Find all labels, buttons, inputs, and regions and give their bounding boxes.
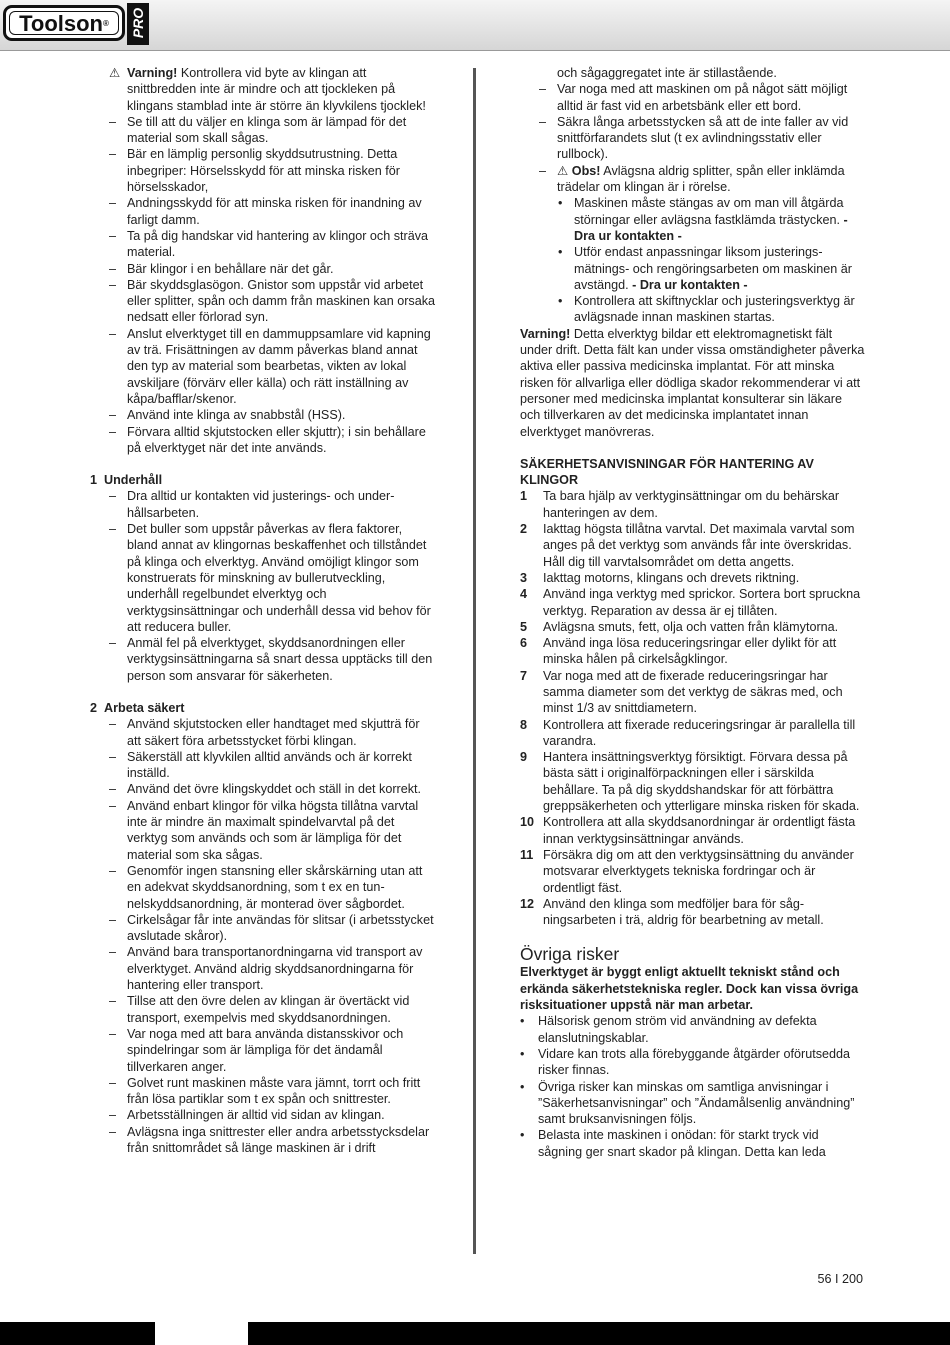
registered-mark: ® — [103, 19, 109, 28]
item-number: 11 — [520, 847, 534, 862]
list-item-text: Bär klingor i en behållare när det går. — [127, 261, 334, 276]
other-risks-intro: Elverktyget är byggt enligt aktuellt tekniskt stånd och erkända säkerhetstekniska regler. Dock kan vissa övriga risksituationer uppstå när man arbetar. — [520, 965, 859, 1013]
list-item-text: Använd skjutstocken eller handtaget med skjutträ för att säkert föra arbetsstycket förbi klingan. — [127, 717, 420, 748]
list-item-text: Använd bara transportanordningarna vid transport av elverktyget. Använd aldrig skyddsanordningarna för hantering eller transport. — [127, 945, 423, 993]
bullet-marker: • — [520, 1014, 525, 1029]
list-item — [90, 1026, 435, 1075]
numbered-item-text: Iakttag högsta tillåtna varvtal. Det maximala varvtal som anges på det verktyg som används får inte överskridas. Håll dig till varvtalsområdet om detta angetts. — [543, 522, 855, 569]
numbered-item-text: Använd den klinga som medföljer bara för sågningsarbeten i trä, aldrig för bearbetning av metall. — [543, 896, 824, 928]
list-item — [90, 488, 435, 521]
numbered-item — [520, 749, 865, 814]
footer-bar-right — [248, 1322, 950, 1345]
blade-safety-list — [520, 488, 865, 928]
numbered-item — [520, 896, 865, 929]
numbered-item — [520, 847, 865, 896]
list-item — [520, 114, 865, 163]
numbered-item-text: Försäkra dig om att den verktygsinsättning du använder motsvarar elverktygets tekniska fordringar och är ordentligt fäst. — [543, 847, 854, 895]
item-number: 9 — [520, 750, 528, 765]
sub-list-item — [520, 244, 865, 293]
toolson-logo — [3, 5, 125, 41]
dash-marker: – — [109, 912, 117, 927]
list-item — [90, 1075, 435, 1108]
numbered-item — [520, 521, 865, 570]
list-item-text: Använd inte klinga av snabbstål (HSS). — [127, 408, 346, 423]
bullet-marker: • — [520, 1046, 525, 1061]
bullet-marker: • — [558, 294, 563, 309]
dash-marker: – — [109, 1026, 117, 1041]
list-item-text: Säkerställ att klyvkilen alltid används och är korrekt inställd. — [127, 749, 412, 781]
dash-marker: – — [109, 114, 117, 129]
list-item — [90, 912, 435, 945]
dash-marker: – — [109, 424, 117, 439]
dash-marker: – — [109, 749, 117, 764]
dash-marker: – — [109, 636, 117, 651]
item-number: 1 — [520, 489, 528, 504]
list-item — [90, 716, 435, 749]
list-item — [90, 407, 435, 423]
sub-item-text: Kontrollera att skiftnycklar och justeringsverktyg är avlägsnade innan maskinen startas. — [574, 294, 855, 325]
list-item-text: Bär skyddsglasögon. Gnistor som uppstår vid arbetet eller splitter, spån och damm från maskinen kan orsaka nedsatt eller förlorad syn. — [127, 277, 435, 325]
bullet-marker: • — [520, 1079, 525, 1094]
list-item-text: Anslut elverktyget till en dammuppsamlare vid kapning av trä. Frisättningen av damm påverkas bland annat den typ av material som bearbetas, vikten av lokal avskiljare (förvärv eller källa) och rätt inställning av kåpa/bafflar/skenor. — [127, 326, 431, 406]
left-list-1 — [90, 114, 435, 456]
list-item-text: Dra alltid ur kontakten vid justerings- och underhållsarbeten. — [127, 489, 395, 520]
item-number: 4 — [520, 587, 528, 602]
obs-note: – ⚠ Obs! Avlägsna aldrig splitter, spån eller inklämda trädelar om klingan är i rörelse. — [539, 163, 845, 195]
item-number: 3 — [520, 570, 528, 585]
emf-warning: Varning! Detta elverktyg bildar ett elektromagnetiskt fält under drift. Detta fält kan under vissa omständigheter påverka aktiva eller passiva medicinska implantat. För att minska risken för allvarliga eller dödliga skador rekommenderar vi att personer med medicinska implantat konsulterar sin läkare och tillverkaren av det medicinska implantatet innan elverktyget manövreras. — [520, 326, 865, 439]
pro-badge: PRO — [127, 3, 149, 45]
list-item-text: Avlägsna inga snittrester eller andra arbetsstycksdelar från snittområdet så länge maskinen är i drift — [127, 1124, 430, 1155]
list-item — [90, 781, 435, 797]
bullet-marker: • — [558, 245, 563, 260]
blade-safety-heading: SÄKERHETSANVISNINGAR FÖR HANTERING AV KLINGOR — [520, 456, 814, 488]
sub-list-item — [520, 195, 865, 244]
list-item-text: Bär en lämplig personlig skyddsutrustning. Detta inbegriper: Hörselsskydd för att minska risken för hörselsskador, — [127, 147, 400, 195]
list-item — [90, 521, 435, 635]
list-item — [90, 749, 435, 782]
other-risks-heading: Övriga risker — [520, 944, 620, 965]
right-list-1 — [520, 81, 865, 162]
left-column — [90, 65, 435, 1156]
bullet-item-text: Vidare kan trots alla förebyggande åtgärder oförutsedda risker finnas. — [538, 1046, 851, 1078]
left-list-2 — [90, 488, 435, 684]
list-item — [90, 326, 435, 407]
warning-icon: ⚠ — [557, 163, 572, 178]
dash-marker: – — [109, 863, 117, 878]
numbered-item — [520, 717, 865, 750]
bullet-item — [520, 1127, 865, 1160]
list-item — [90, 277, 435, 326]
sub-item-text: Utför endast anpassningar liksom justeringsmätnings- och rengöringsarbeten om maskinen är avstängd. — [574, 245, 852, 292]
list-item — [90, 993, 435, 1026]
list-item-text: Cirkelsågar får inte användas för slitsar (i arbetsstycket avslutade skåror). — [127, 912, 434, 944]
list-item-text: Anmäl fel på elverktyget, skyddsanordningen eller verktygsinsättningarna så snart dessa upptäcks till den person som ansvarar för säkerheten. — [127, 636, 433, 683]
list-item — [520, 81, 865, 114]
numbered-item — [520, 619, 865, 635]
item-number: 12 — [520, 896, 535, 911]
header-bar — [0, 0, 950, 51]
numbered-item — [520, 570, 865, 586]
dash-marker: – — [109, 277, 117, 292]
list-item — [90, 635, 435, 684]
bullet-item — [520, 1013, 865, 1046]
list-item-text: Se till att du väljer en klinga som är lämpad för det material som skall sågas. — [127, 114, 407, 146]
dash-marker: – — [109, 196, 117, 211]
numbered-item — [520, 488, 865, 521]
item-number: 10 — [520, 815, 535, 830]
dash-marker: – — [539, 114, 547, 129]
section-safe-work-heading: 2 Arbeta säkert — [90, 700, 185, 715]
dash-marker: – — [109, 717, 117, 732]
warning-note: ⚠ Varning! Kontrollera vid byte av klingan att snittbredden inte är mindre och att tjockleken på klingans stamblad inte är större än klyvkilens tjocklek! — [109, 66, 426, 113]
dash-marker: – — [109, 261, 117, 276]
list-item — [90, 228, 435, 261]
list-item-text: Förvara alltid skjutstocken eller skjuttr); i sin behållare på elverktyget när det inte används. — [127, 424, 426, 455]
list-item-text: Använd det övre klingskyddet och ställ in det korrekt. — [127, 782, 422, 797]
item-number: 6 — [520, 636, 528, 651]
list-item — [90, 114, 435, 147]
list-item-text: Det buller som uppstår påverkas av flera faktorer, bland annat av klingornas beskaffenhet och tillståndet på klinga och elverktyg. Använd omöjligt klingor som konstruerats för minskning av bullerutveckling, underhåll regelbundet elverktyg och verktygsinsättningar och underhåll dessa vid behov för att reducera buller. — [127, 522, 431, 634]
numbered-item-text: Iakttag motorns, klingans och drevets riktning. — [543, 570, 800, 585]
bullet-item-text: Belasta inte maskinen i onödan: för starkt tryck vid sågning ger snart skador på klingan. Detta kan leda — [538, 1128, 826, 1159]
list-item-text: Säkra långa arbetsstycken så att de inte faller av vid snittförfarandets slut (t ex avlindningsstativ eller rullbock). — [557, 114, 849, 162]
numbered-item — [520, 814, 865, 847]
list-item-text: Använd enbart klingor för vilka högsta tillåtna varvtal inte är mindre än maximalt spindelvarvtal på det verktyg som används och som är lämpliga för det material som ska sågas. — [127, 798, 419, 862]
dash-marker: – — [109, 1124, 117, 1139]
numbered-item-text: Var noga med att de fixerade reduceringsringar har samma diameter som det verktyg de säkras med, och minst 1/3 av snittdiametern. — [543, 668, 843, 716]
bullet-item — [520, 1046, 865, 1079]
dash-marker: – — [109, 994, 117, 1009]
page-number: 56 I 200 — [817, 1272, 863, 1286]
numbered-item-text: Använd inga lösa reduceringsringar eller dylikt för att minska hålen på cirkelsågklingor. — [543, 636, 837, 667]
list-item-text: Ta på dig handskar vid hantering av klingor och sträva material. — [127, 228, 429, 260]
list-item-text: Genomför ingen stansning eller skårskärning utan att en adekvat skyddsanordning, som t ex en tunnelskyddsanordning, är monterad över sågbordet. — [127, 863, 423, 911]
item-number: 2 — [520, 522, 528, 537]
brand-name: Toolson — [19, 11, 103, 36]
dash-marker: – — [109, 228, 117, 243]
sub-item-emphasis: - Dra ur kontakten - — [574, 212, 848, 243]
section-maintenance-heading: 1 Underhåll — [90, 473, 163, 488]
list-item — [90, 424, 435, 457]
list-item-text: Andningsskydd för att minska risken för inandning av farligt damm. — [127, 196, 422, 227]
right-column — [520, 65, 865, 1160]
bullet-item-text: Hälsorisk genom ström vid användning av defekta elanslutningskablar. — [538, 1014, 817, 1045]
dash-marker: – — [109, 782, 117, 797]
list-item — [90, 1124, 435, 1157]
item-number: 7 — [520, 668, 528, 683]
bullet-item-text: Övriga risker kan minskas om samtliga anvisningar i ”Säkerhetsanvisningar” och ”Ändamålsenlig användning” samt bruksanvisningen följs. — [538, 1079, 855, 1127]
numbered-item-text: Kontrollera att alla skyddsanordningar är ordentligt fästa innan verktygsinsättningar används. — [543, 815, 856, 846]
footer-bar-left — [0, 1322, 155, 1345]
bullet-marker: • — [520, 1128, 525, 1143]
numbered-item-text: Kontrollera att fixerade reduceringsringar är parallella till varandra. — [543, 717, 856, 748]
dash-marker: – — [109, 489, 117, 504]
bullet-marker: • — [558, 196, 563, 211]
dash-marker: – — [109, 798, 117, 813]
dash-marker: – — [109, 522, 117, 537]
numbered-item-text: Använd inga verktyg med sprickor. Sortera bort spruckna verktyg. Reparation av dessa är ej tillåten. — [543, 587, 861, 618]
list-item-text: Var noga med att bara använda distansskivor och spindelringar som är lämpliga för det ändamål tillverkaren anger. — [127, 1026, 404, 1074]
item-number: 5 — [520, 619, 528, 634]
dash-marker: – — [109, 326, 117, 341]
numbered-item-text: Ta bara hjälp av verktyginsättningar om du behärskar hanteringen av dem. — [543, 489, 840, 520]
list-item-text: Arbetsställningen är alltid vid sidan av klingan. — [127, 1108, 385, 1123]
list-item-text: Var noga med att maskinen om på något sätt möjligt alltid är fast vid en arbetsbänk eller ett bord. — [557, 82, 848, 113]
list-item — [90, 798, 435, 863]
dash-marker: – — [109, 1075, 117, 1090]
sub-item-emphasis: - Dra ur kontakten - — [632, 277, 748, 292]
column-divider — [473, 68, 476, 1254]
numbered-item-text: Avlägsna smuts, fett, olja och vatten från klämytorna. — [543, 619, 839, 634]
numbered-item — [520, 586, 865, 619]
dash-marker: – — [109, 945, 117, 960]
dash-marker: – — [539, 82, 547, 97]
item-number: 8 — [520, 717, 528, 732]
numbered-item-text: Hantera insättningsverktyg försiktigt. Förvara dessa på bästa sätt i originalförpackningen eller i särskilda behållare. Ta på dig skyddshandskar för att förbättra greppsäkerheten och ytterligare minska risken för skada. — [543, 750, 860, 814]
bullet-item — [520, 1079, 865, 1128]
other-risks-list — [520, 1013, 865, 1160]
continuation-text: och sågaggregatet inte är stillastående. — [557, 66, 777, 80]
list-item — [90, 195, 435, 228]
list-item-text: Golvet runt maskinen måste vara jämnt, torrt och fritt från lösa partiklar som t ex spån och snittrester. — [127, 1075, 421, 1107]
list-item-text: Tillse att den övre delen av klingan är övertäckt vid transport, exempelvis med skyddsanordningen. — [127, 994, 410, 1025]
list-item — [90, 261, 435, 277]
dash-marker: – — [109, 408, 117, 423]
numbered-item — [520, 668, 865, 717]
right-sub-list — [520, 195, 865, 325]
sub-list-item — [520, 293, 865, 326]
numbered-item — [520, 635, 865, 668]
list-item — [90, 863, 435, 912]
list-item — [90, 146, 435, 195]
dash-marker: – — [109, 147, 117, 162]
list-item — [90, 1107, 435, 1123]
sub-item-text: Maskinen måste stängas av om man vill åtgärda störningar eller avlägsna fastklämda trästycken. — [574, 196, 844, 227]
warning-icon: ⚠ — [109, 66, 121, 80]
dash-marker: – — [109, 1108, 117, 1123]
list-item — [90, 944, 435, 993]
left-list-3 — [90, 716, 435, 1156]
